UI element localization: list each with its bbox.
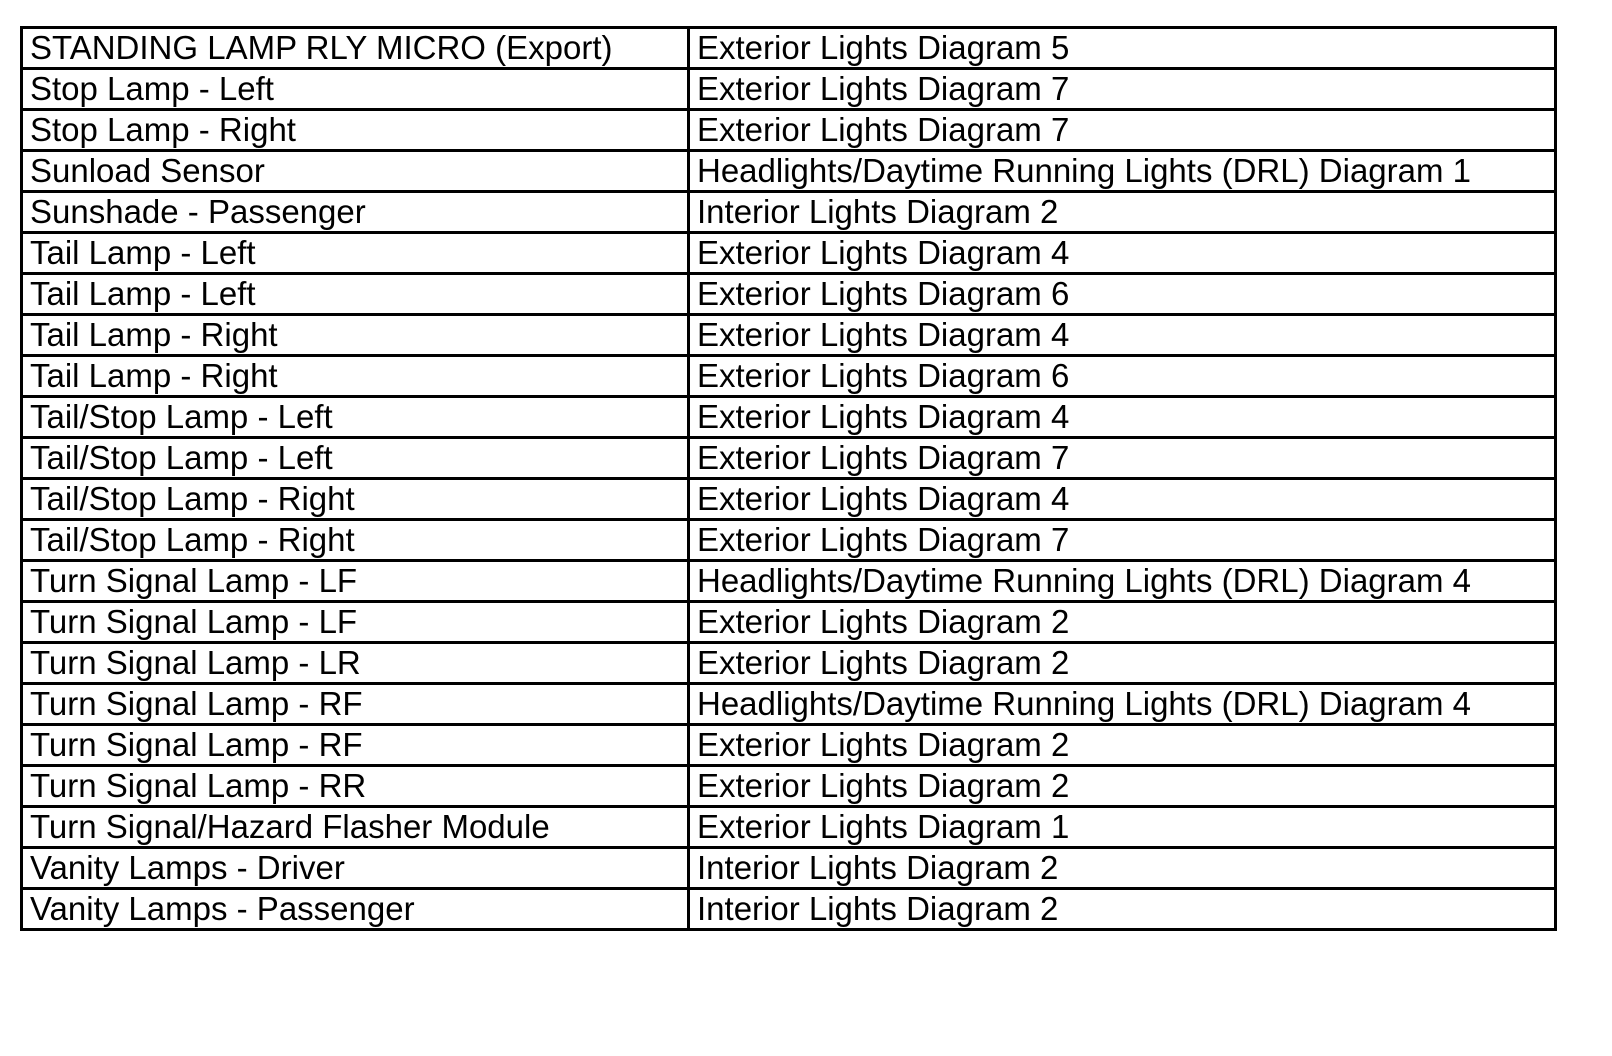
component-cell: Tail/Stop Lamp - Right	[22, 520, 689, 561]
diagram-location-cell: Exterior Lights Diagram 7	[689, 438, 1556, 479]
diagram-location-cell: Interior Lights Diagram 2	[689, 192, 1556, 233]
table-row	[22, 807, 1556, 848]
diagram-location-cell: Exterior Lights Diagram 2	[689, 643, 1556, 684]
component-cell: Vanity Lamps - Driver	[22, 848, 689, 889]
diagram-location-cell: Exterior Lights Diagram 1	[689, 807, 1556, 848]
component-cell: Turn Signal Lamp - LF	[22, 561, 689, 602]
diagram-location-cell: Headlights/Daytime Running Lights (DRL) Diagram 1	[689, 151, 1556, 192]
table-row	[22, 643, 1556, 684]
component-cell: Turn Signal/Hazard Flasher Module	[22, 807, 689, 848]
table-row	[22, 438, 1556, 479]
diagram-location-cell: Exterior Lights Diagram 2	[689, 602, 1556, 643]
table-row	[22, 315, 1556, 356]
diagram-location-cell: Exterior Lights Diagram 4	[689, 315, 1556, 356]
table-row	[22, 110, 1556, 151]
diagram-location-cell: Headlights/Daytime Running Lights (DRL) Diagram 4	[689, 561, 1556, 602]
table-row	[22, 602, 1556, 643]
diagram-location-cell: Exterior Lights Diagram 4	[689, 233, 1556, 274]
diagram-location-cell: Exterior Lights Diagram 6	[689, 274, 1556, 315]
component-cell: Sunshade - Passenger	[22, 192, 689, 233]
component-cell: Turn Signal Lamp - LF	[22, 602, 689, 643]
diagram-location-cell: Exterior Lights Diagram 6	[689, 356, 1556, 397]
component-cell: STANDING LAMP RLY MICRO (Export)	[22, 28, 689, 69]
component-cell: Turn Signal Lamp - RF	[22, 684, 689, 725]
component-cell: Turn Signal Lamp - RR	[22, 766, 689, 807]
component-cell: Tail Lamp - Right	[22, 356, 689, 397]
table-row	[22, 725, 1556, 766]
diagram-location-cell: Headlights/Daytime Running Lights (DRL) Diagram 4	[689, 684, 1556, 725]
component-cell: Sunload Sensor	[22, 151, 689, 192]
table-row	[22, 684, 1556, 725]
table-row	[22, 766, 1556, 807]
component-cell: Tail/Stop Lamp - Right	[22, 479, 689, 520]
diagram-location-cell: Exterior Lights Diagram 7	[689, 520, 1556, 561]
component-cell: Stop Lamp - Left	[22, 69, 689, 110]
diagram-location-cell: Exterior Lights Diagram 4	[689, 397, 1556, 438]
table-row	[22, 233, 1556, 274]
diagram-location-cell: Exterior Lights Diagram 2	[689, 725, 1556, 766]
diagram-location-cell: Exterior Lights Diagram 7	[689, 110, 1556, 151]
component-cell: Stop Lamp - Right	[22, 110, 689, 151]
table-row	[22, 356, 1556, 397]
table-row	[22, 520, 1556, 561]
component-cell: Tail/Stop Lamp - Left	[22, 397, 689, 438]
table-row	[22, 889, 1556, 930]
table-row	[22, 151, 1556, 192]
component-cell: Tail/Stop Lamp - Left	[22, 438, 689, 479]
component-cell: Turn Signal Lamp - RF	[22, 725, 689, 766]
component-cell: Vanity Lamps - Passenger	[22, 889, 689, 930]
table-row	[22, 561, 1556, 602]
diagram-location-cell: Interior Lights Diagram 2	[689, 848, 1556, 889]
component-cell: Turn Signal Lamp - LR	[22, 643, 689, 684]
component-cell: Tail Lamp - Right	[22, 315, 689, 356]
table-row	[22, 848, 1556, 889]
table-row	[22, 479, 1556, 520]
table-row	[22, 274, 1556, 315]
table-row	[22, 28, 1556, 69]
table-row	[22, 69, 1556, 110]
table-row	[22, 397, 1556, 438]
table-body	[22, 28, 1556, 930]
component-cell: Tail Lamp - Left	[22, 233, 689, 274]
diagram-location-cell: Exterior Lights Diagram 2	[689, 766, 1556, 807]
diagram-location-cell: Exterior Lights Diagram 5	[689, 28, 1556, 69]
table-row	[22, 192, 1556, 233]
component-cell: Tail Lamp - Left	[22, 274, 689, 315]
diagram-location-cell: Interior Lights Diagram 2	[689, 889, 1556, 930]
diagram-location-cell: Exterior Lights Diagram 4	[689, 479, 1556, 520]
component-index-table	[20, 26, 1557, 931]
diagram-location-cell: Exterior Lights Diagram 7	[689, 69, 1556, 110]
